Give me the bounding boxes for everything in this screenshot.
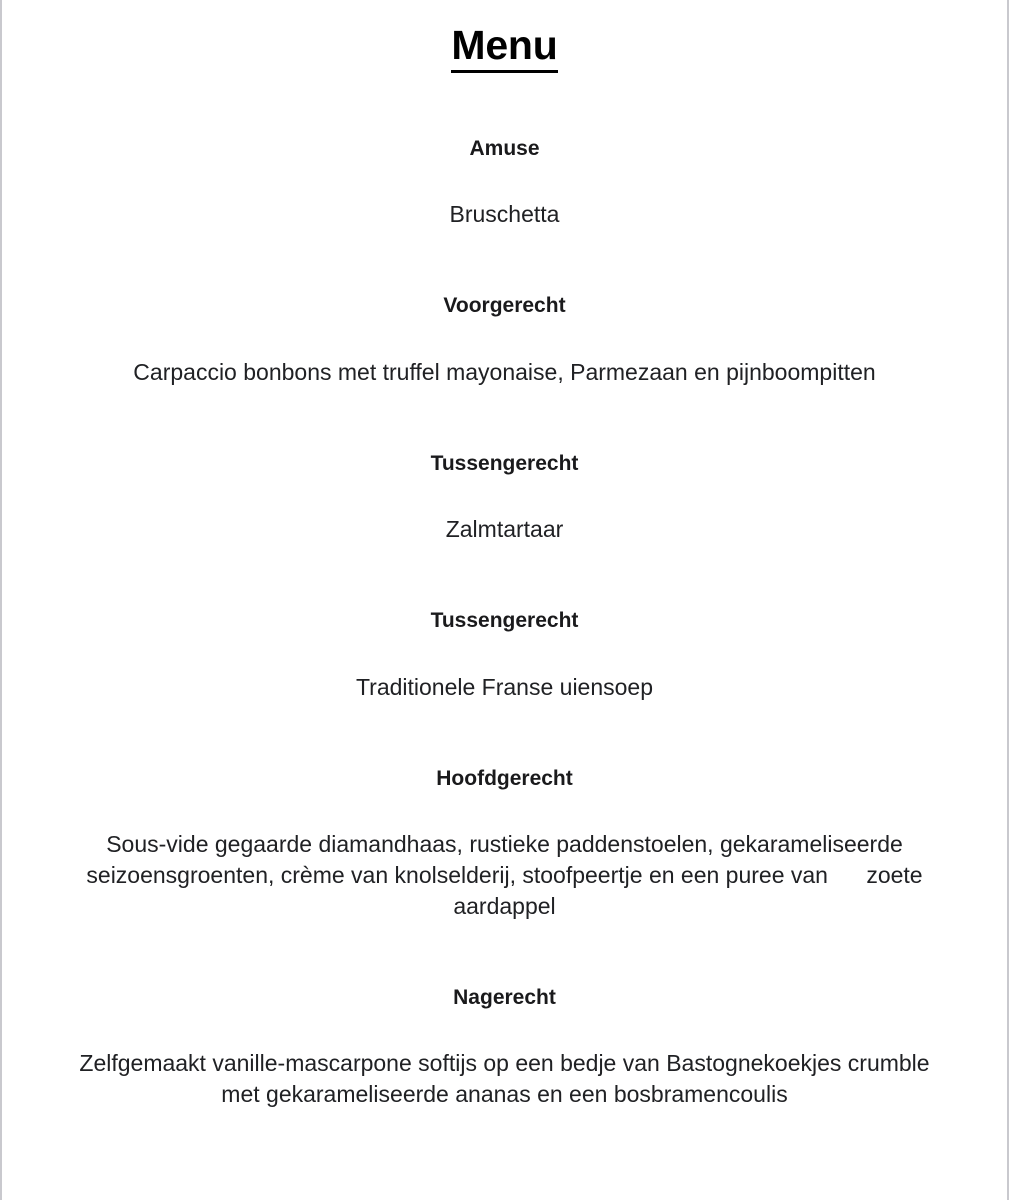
course-description-hoofdgerecht: Sous-vide gegaarde diamandhaas, rustieke paddenstoelen, gekarameliseerde seizoensgroenten, crème van knolselderij, stoofpeertje en een puree van zoete aardappel <box>86 830 929 919</box>
course-heading-hoofdgerecht: Hoofdgerecht <box>436 766 573 790</box>
course-gap <box>62 478 947 514</box>
document-body <box>2 0 1007 1110</box>
course-section-hoofdgerecht <box>62 765 947 922</box>
course-spacer <box>62 388 947 450</box>
course-description-tussengerecht-1: Zalmtartaar <box>445 516 564 543</box>
course-gap <box>62 793 947 829</box>
course-section-tussengerecht-2 <box>62 607 947 702</box>
page-title <box>62 0 947 73</box>
course-gap <box>62 321 947 357</box>
course-section-amuse <box>62 135 947 230</box>
course-description-nagerecht: Zelfgemaakt vanille-mascarpone softijs op een bedje van Bastognekoekjes crumble met gekarameliseerde ananas en een bosbramencoulis <box>79 1050 936 1108</box>
course-spacer <box>62 545 947 607</box>
course-description-amuse: Bruschetta <box>449 201 560 228</box>
course-heading-tussengerecht-1: Tussengerecht <box>430 451 579 475</box>
course-heading-tussengerecht-2: Tussengerecht <box>430 609 579 633</box>
course-gap <box>62 1012 947 1048</box>
course-spacer <box>62 230 947 292</box>
course-heading-amuse: Amuse <box>469 137 540 161</box>
course-gap <box>62 636 947 672</box>
course-section-nagerecht <box>62 984 947 1110</box>
course-section-voorgerecht <box>62 292 947 387</box>
course-spacer <box>62 922 947 984</box>
course-description-tussengerecht-2: Traditionele Franse uiensoep <box>355 673 654 700</box>
course-gap <box>62 163 947 199</box>
course-heading-nagerecht: Nagerecht <box>453 985 556 1009</box>
course-description-voorgerecht: Carpaccio bonbons met truffel mayonaise, Parmezaan en pijnboompitten <box>133 358 876 385</box>
title-spacer <box>62 73 947 135</box>
course-heading-voorgerecht: Voorgerecht <box>443 294 566 318</box>
course-spacer <box>62 703 947 765</box>
course-section-tussengerecht-1 <box>62 450 947 545</box>
page-title-text: Menu <box>451 22 557 73</box>
